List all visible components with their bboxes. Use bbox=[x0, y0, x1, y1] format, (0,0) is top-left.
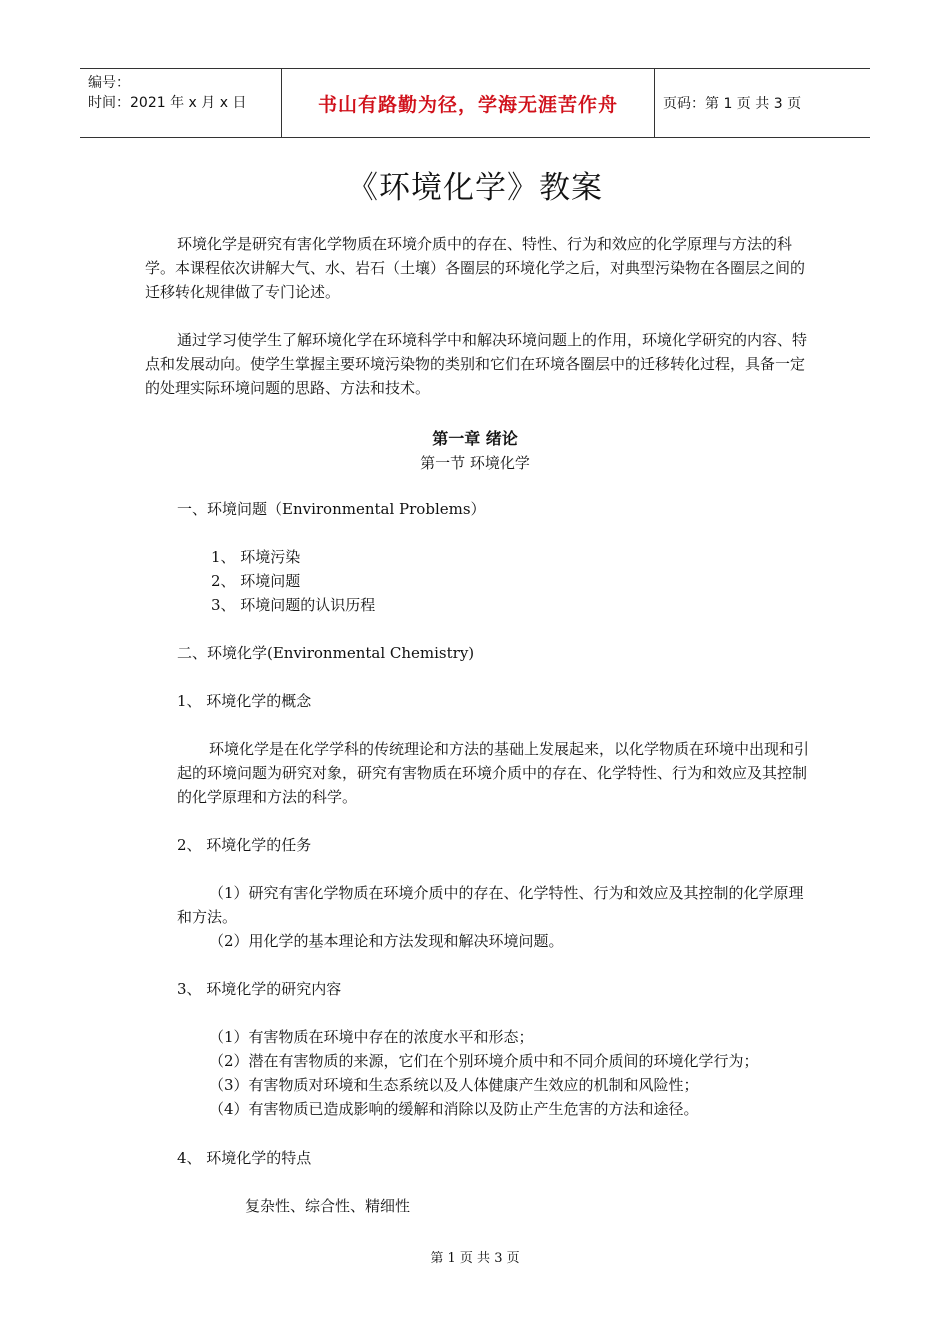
concept-heading: 1、 环境化学的概念 bbox=[177, 692, 312, 710]
task-item: （1）研究有害化学物质在环境介质中的存在、化学特性、行为和效应及其控制的化学原理和方法。 bbox=[177, 884, 804, 926]
list-item: （1）有害物质在环境中存在的浓度水平和形态； bbox=[209, 1028, 534, 1046]
header-motto: 书山有路勤为径，学海无涯苦作舟 bbox=[282, 69, 655, 137]
chapter-heading: 第一章 绪论 bbox=[432, 429, 518, 448]
task-heading: 2、 环境化学的任务 bbox=[177, 836, 312, 854]
list-item: （4）有害物质已造成影响的缓解和消除以及防止产生危害的方法和途径。 bbox=[209, 1100, 699, 1118]
intro-paragraph-1: 环境化学是研究有害化学物质在环境介质中的存在、特性、行为和效应的化学原理与方法的科学。本课程依次讲解大气、水、岩石（土壤）各圈层的环境化学之后，对典型污染物在各圈层之间的迁移转化规律做了专门论述。 bbox=[145, 235, 806, 301]
time-label: 时间：2021 年 x 月 x 日 bbox=[88, 95, 247, 111]
page-footer: 第 1 页 共 3 页 bbox=[430, 1251, 520, 1266]
list-item: 3、 环境问题的认识历程 bbox=[211, 596, 376, 614]
list-item: 1、 环境污染 bbox=[211, 548, 301, 566]
list-item: （2）潜在有害物质的来源，它们在个别环境介质中和不同介质间的环境化学行为； bbox=[209, 1052, 759, 1070]
section-heading: 第一节 环境化学 bbox=[420, 454, 530, 472]
task-item: （2）用化学的基本理论和方法发现和解决环境问题。 bbox=[209, 932, 564, 950]
page-title: 《环境化学》教案 bbox=[347, 170, 603, 206]
intro-paragraph-2: 通过学习使学生了解环境化学在环境科学中和解决环境问题上的作用，环境化学研究的内容、特点和发展动向。使学生掌握主要环境污染物的类别和它们在环境各圈层中的迁移转化过程，具备一定的处理实际环境问题的思路、方法和技术。 bbox=[145, 331, 808, 397]
list-item: 2、 环境问题 bbox=[211, 572, 301, 590]
concept-paragraph: 环境化学是在化学学科的传统理论和方法的基础上发展起来，以化学物质在环境中出现和引起的环境问题为研究对象，研究有害物质在环境介质中的存在、化学特性、行为和效应及其控制的化学原理和方法的科学。 bbox=[177, 740, 810, 806]
header-page-label: 页码：第 1 页 共 3 页 bbox=[663, 96, 802, 112]
list-item: （3）有害物质对环境和生态系统以及人体健康产生效应的机制和风险性； bbox=[209, 1076, 699, 1094]
number-label: 编号： bbox=[88, 75, 130, 91]
content-heading: 3、 环境化学的研究内容 bbox=[177, 980, 342, 998]
header-meta-cell bbox=[80, 69, 282, 137]
part2-heading: 二、环境化学(Environmental Chemistry) bbox=[177, 644, 475, 662]
document-header bbox=[80, 68, 870, 138]
feature-heading: 4、 环境化学的特点 bbox=[177, 1149, 312, 1167]
part1-heading: 一、环境问题（Environmental Problems） bbox=[177, 500, 486, 518]
feature-text: 复杂性、综合性、精细性 bbox=[245, 1197, 411, 1215]
